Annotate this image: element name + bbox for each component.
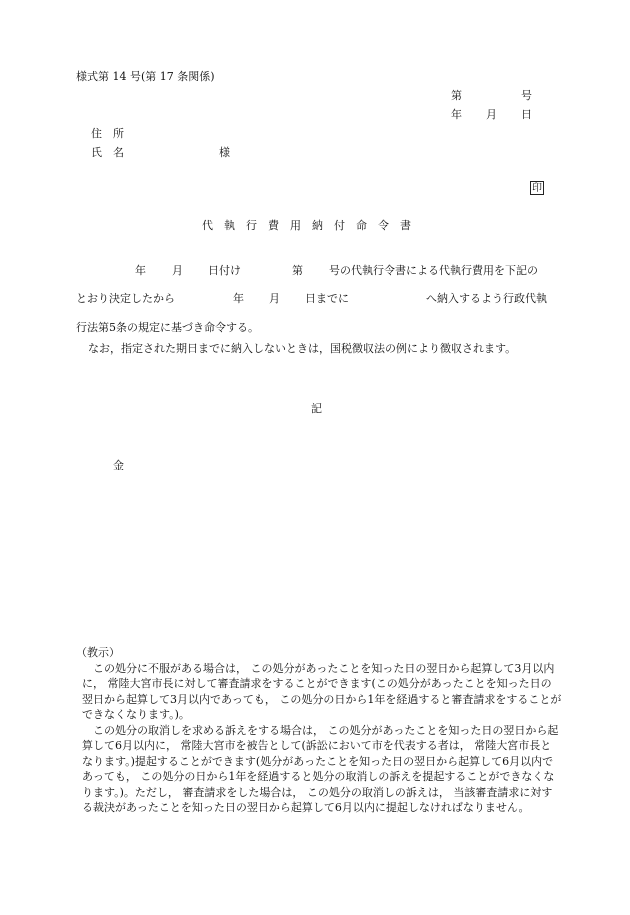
body-line1-dated: 日付け: [208, 264, 241, 277]
body-line1-month: 月: [172, 264, 183, 277]
honorific: 様: [219, 146, 230, 159]
form-number: 様式第 14 号(第 17 条関係): [76, 70, 215, 83]
ki-label: 記: [311, 402, 322, 415]
document-title: 代 執 行 費 用 納 付 命 令 書: [202, 219, 411, 232]
document-number-dai: 第: [451, 89, 462, 102]
body-line1-rest: 号の代執行令書による代執行費用を下記の: [329, 264, 538, 277]
date-month: 月: [486, 108, 497, 121]
body-line1-dai: 第: [292, 264, 303, 277]
notice-paragraph-2: この処分の取消しを求める訴えをする場合は， この処分があったことを知った日の翌日から起算して6月以内に， 常陸大宮市を被告として(訴訟において市を代表する者は， 常陸大宮市長となります。)提起することができます(処分があったことを知った日の翌日から起算して6月以内であっても， この処分の日から1年を経過すると処分の取消しの訴えを提起することができなくなります。)。ただし， 審査請求をした場合は， この処分の取消しの訴えは， 当該審査請求に対する裁決があったことを知った日の翌日から起算して6月以内に提起しなければなりません。: [82, 723, 559, 814]
seal-mark: 印: [532, 183, 542, 194]
body-line2-by: 日までに: [305, 292, 349, 305]
body-line4: なお，指定された期日までに納入しないときは，国税徴収法の例により徴収されます。: [88, 342, 517, 355]
document-number-go: 号: [521, 89, 532, 102]
date-day: 日: [521, 108, 532, 121]
name-label: 氏 名: [91, 146, 124, 159]
date-year: 年: [451, 108, 462, 121]
amount-label: 金: [113, 459, 124, 472]
body-line1-year: 年: [135, 264, 146, 277]
notice-heading: （教示）: [76, 646, 120, 659]
body-line2-start: とおり決定したから: [76, 292, 175, 305]
body-line2-year: 年: [233, 292, 244, 305]
address-label: 住 所: [91, 127, 124, 140]
legal-notice: [76, 645, 562, 816]
body-line2-rest: へ納入するよう行政代執: [426, 292, 547, 305]
body-line2-month: 月: [269, 292, 280, 305]
notice-paragraph-1: この処分に不服がある場合は， この処分があったことを知った日の翌日から起算して3月以内に， 常陸大宮市長に対して審査請求をすることができます(この処分があったことを知った日の翌日から起算して3月以内であっても， この処分の日から1年を経過すると審査請求をすることができなくなります。)。: [82, 661, 562, 721]
body-line3: 行法第5条の規定に基づき命令する。: [76, 321, 259, 334]
